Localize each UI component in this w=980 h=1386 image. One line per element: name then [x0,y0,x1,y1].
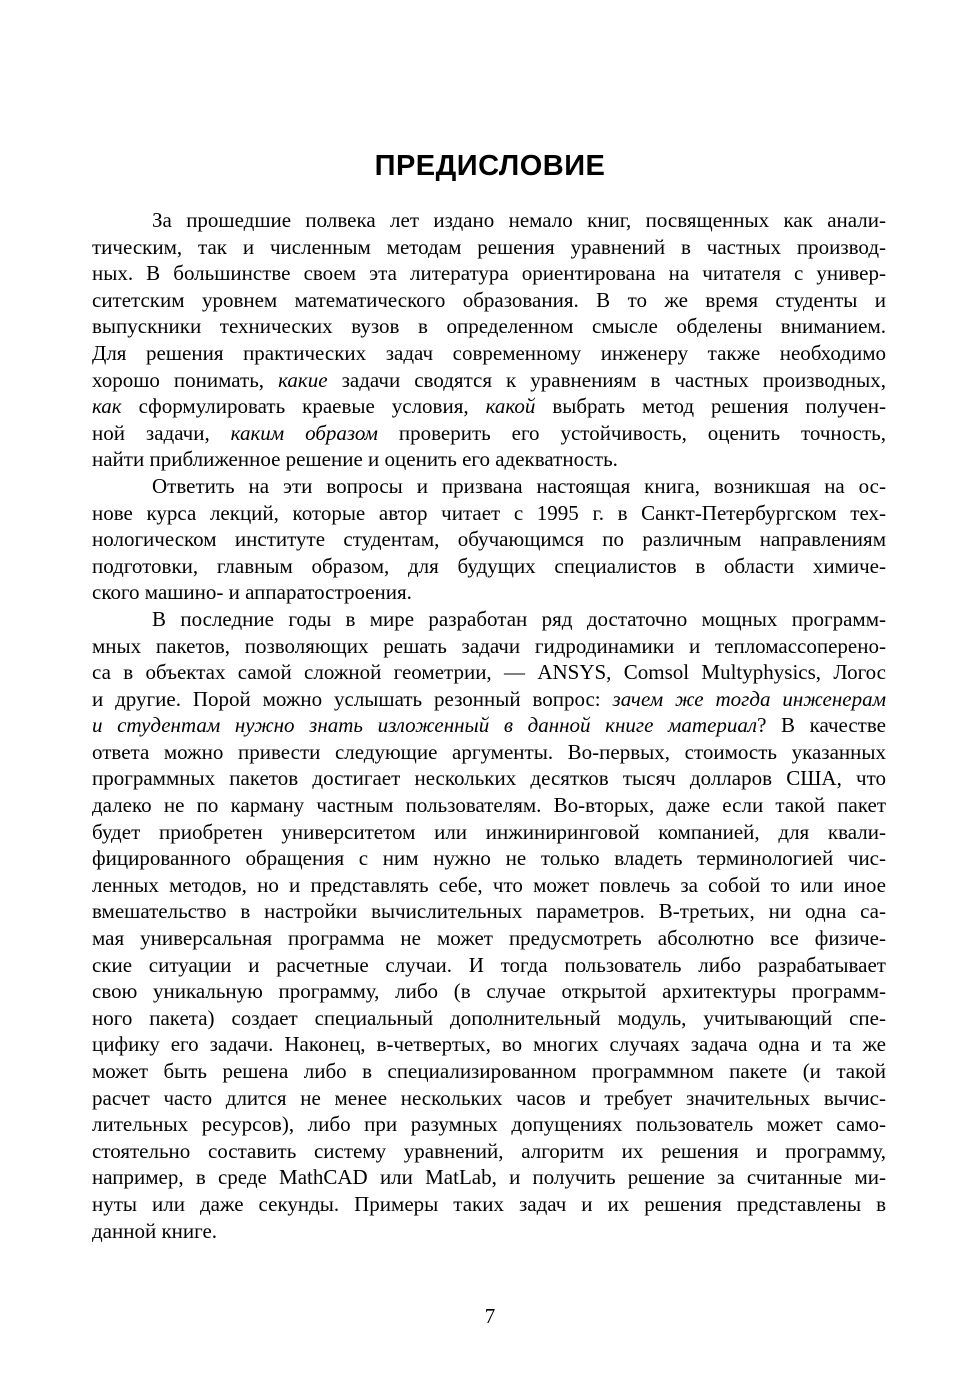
text-line [92,686,886,713]
text-line: например, в среде MathCAD или MatLab, и получить решение за считанные ми- [92,1165,886,1190]
text-line: Для решения практических задач современному инженеру также необходимо [92,340,886,365]
text-line [92,712,886,739]
text-line [92,367,886,394]
paragraph-3 [92,606,886,1244]
text-line: вмешательство в настройки вычислительных параметров. В-третьих, ни одна са- [92,899,886,924]
text-line: найти приближенное решение и оценить его адекватность. [92,447,618,472]
text-line: выпускники технических вузов в определенном смысле обделены вниманием. [92,314,886,339]
text-segment: выбрать метод решения получен- [535,394,886,419]
text-line [92,420,886,447]
text-segment: сформулировать краевые условия, [121,394,486,419]
text-line: тическим, так и численным методам решения уравнений в частных производ- [92,234,886,259]
text-line: са в объектах самой сложной геометрии, — ANSYS, Comsol Multyphysics, Логос [92,660,886,685]
text-line: За прошедшие полвека лет издано немало книг, посвященных как анали- [152,208,886,232]
text-segment: ? В качестве [757,713,886,738]
text-line: расчет часто длится не менее нескольких часов и требует значительных вычис- [92,1085,886,1110]
page-title: ПРЕДИСЛОВИЕ [374,150,606,182]
italic-emphasis: зачем же тогда инженерам [612,686,886,711]
text-line: мая универсальная программа не может предусмотреть абсолютно все физиче- [92,926,886,951]
text-line: ных. В большинстве своем эта литература ориентирована на читателя с универ- [92,261,886,286]
text-line: мных пакетов, позволяющих решать задачи гидродинамики и тепломассоперено- [92,633,886,658]
text-line: ного пакета) создает специальный дополнительный модуль, учитывающий спе- [92,1005,886,1030]
page-number: 7 [484,1304,496,1328]
paragraph-1 [92,207,886,473]
text-segment: проверить его устойчивость, оценить точность, [377,420,887,445]
text-line: ленных методов, но и представлять себе, что может повлечь за собой то или иное [92,872,886,897]
text-line: может быть решена либо в специализированном программном пакете (и такой [92,1059,886,1083]
text-line: В последние годы в мире разработан ряд достаточно мощных программ- [152,606,886,631]
text-line: ского машино- и аппаратостроения. [92,580,412,605]
italic-emphasis: каким образом [230,420,378,445]
text-line: ситетским уровнем математического образования. В то же время студенты и [92,287,886,312]
italic-emphasis: и студентам нужно знать изложенный в данной книге материал [92,713,758,738]
text-line: нове курса лекций, которые автор читает с 1995 г. в Санкт-Петербургском тех- [92,500,886,525]
text-segment: и другие. Порой можно услышать резонный вопрос: [92,686,613,711]
text-segment: задачи сводятся к уравнениям в частных производных, [327,367,886,392]
text-line: подготовки, главным образом, для будущих специалистов в области химиче- [92,553,886,578]
text-line: цифику его задачи. Наконец, в-четвертых, во многих случаях задача одна и та же [92,1032,886,1057]
text-line: Ответить на эти вопросы и призвана настоящая книга, возникшая на ос- [152,473,886,498]
text-line: ские ситуации и расчетные случаи. И тогда пользователь либо разрабатывает [92,952,886,977]
paragraph-2 [92,473,886,606]
text-line: нуты или даже секунды. Примеры таких задач и их решения представлены в [92,1191,886,1216]
text-line: нологическом институте студентам, обучающимся по различным направлениям [92,527,886,552]
text-line: ответа можно привести следующие аргументы. Во-первых, стоимость указанных [92,739,886,764]
text-line: программных пакетов достигает нескольких десятков тысяч долларов США, что [92,766,886,791]
text-segment: ной задачи, [92,420,231,445]
text-line: будет приобретен университетом или инжиниринговой компанией, для квали- [92,819,886,844]
body-text [92,207,886,1244]
text-line: далеко не по карману частным пользователям. Во-вторых, даже если такой пакет [92,793,886,818]
text-line [92,393,886,420]
text-line: фицированного обращения с ним нужно не только владеть терминологией чис- [92,846,886,871]
text-line: стоятельно составить систему уравнений, алгоритм их решения и программу, [92,1138,886,1163]
text-line: данной книге. [92,1218,218,1243]
text-line: лительных ресурсов), либо при разумных допущениях пользователь может само- [92,1112,886,1137]
text-segment: хорошо понимать, [92,367,279,392]
italic-emphasis: какие [278,367,328,392]
italic-emphasis: как [92,394,122,419]
italic-emphasis: какой [485,394,536,419]
text-line: свою уникальную программу, либо (в случае открытой архитектуры программ- [92,979,886,1004]
